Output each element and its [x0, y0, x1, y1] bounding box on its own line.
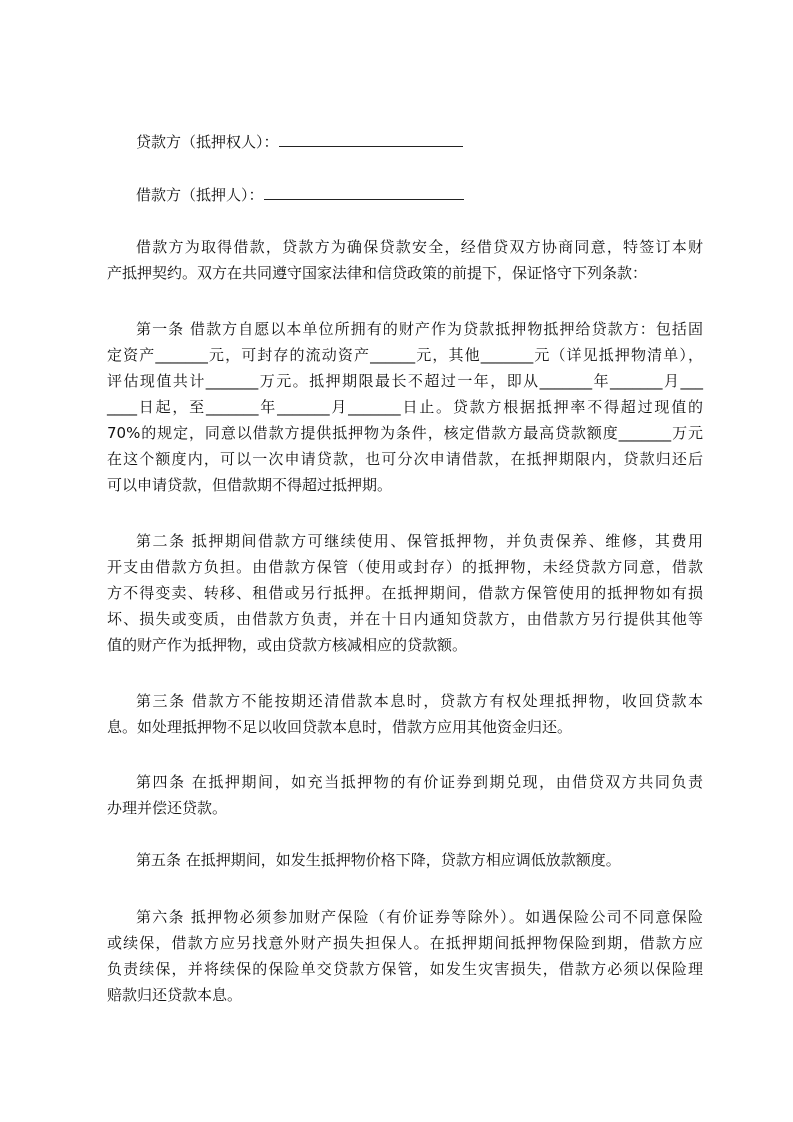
article-1-paragraph [107, 316, 703, 498]
borrower-label: 借款方（抵押人）： [136, 186, 264, 204]
paragraph-line: 赔款归还贷款本息。 [107, 986, 243, 1004]
paragraph-line: 在这个额度内，可以一次申请贷款，也可分次申请借款，在抵押期限内，贷款归还后 [107, 450, 703, 468]
paragraph-line: 坏、损失或变质，由借款方负责，并在十日内通知贷款方，由借款方另行提供其他等 [107, 610, 703, 628]
paragraph-line: 或续保，借款方应另找意外财产损失担保人。在抵押期间抵押物保险到期，借款方应 [107, 934, 703, 952]
article-5-paragraph [107, 847, 703, 873]
article-6-paragraph [107, 904, 703, 1008]
paragraph-line: 可以申请贷款，但借款期不得超过抵押期。 [107, 476, 393, 494]
paragraph-line: 借款方为取得借款，贷款方为确保贷款安全，经借贷双方协商同意，特签订本财 [136, 238, 703, 256]
paragraph-line: 第二条 抵押期间借款方可继续使用、保管抵押物，并负责保养、维修，其费用 [136, 532, 703, 550]
paragraph-line: 值的财产作为抵押物，或由贷款方核减相应的贷款额。 [107, 636, 468, 654]
paragraph-line: ____日起，至_______年_______月_______日止。贷款方根据抵押率不得超过现值的 [107, 398, 703, 416]
preamble-paragraph [107, 234, 703, 286]
paragraph-line: 第三条 借款方不能按期还清借款本息时，贷款方有权处理抵押物，收回贷款本 [136, 692, 703, 710]
paragraph-line: 第一条 借款方自愿以本单位所拥有的财产作为贷款抵押物抵押给贷款方：包括固 [136, 320, 703, 338]
lender-label: 贷款方（抵押权人）： [136, 133, 279, 151]
article-2-paragraph [107, 528, 703, 658]
paragraph-line: 息。如处理抵押物不足以收回贷款本息时，借款方应用其他资金归还。 [107, 718, 573, 736]
paragraph-line: 第六条 抵押物必须参加财产保险（有价证券等除外）。如遇保险公司不同意保险 [136, 908, 703, 926]
paragraph-line: 70%的规定，同意以借款方提供抵押物为条件，核定借款方最高贷款额度_______万元 [107, 424, 703, 442]
paragraph-line: 评估现值共计_______万元。抵押期限最长不超过一年，即从_______年_______月___ [107, 372, 703, 390]
borrower-blank[interactable] [264, 184, 464, 200]
paragraph-line: 产抵押契约。双方在共同遵守国家法律和信贷政策的前提下，保证恪守下列条款： [107, 264, 648, 282]
article-3-paragraph [107, 688, 703, 740]
paragraph-line: 方不得变卖、转移、租借或另行抵押。在抵押期间，借款方保管使用的抵押物如有损 [107, 584, 703, 602]
lender-blank[interactable] [279, 131, 463, 147]
article-4-paragraph [107, 769, 703, 821]
borrower-field [136, 184, 464, 205]
paragraph-line: 办理并偿还贷款。 [107, 799, 228, 817]
paragraph-line: 第四条 在抵押期间，如充当抵押物的有价证券到期兑现，由借贷双方共同负责 [136, 773, 703, 791]
paragraph-line: 负责续保，并将续保的保险单交贷款方保管，如发生灾害损失，借款方必须以保险理 [107, 960, 703, 978]
paragraph-line: 定资产_______元，可封存的流动资产______元，其他_______元（详见抵押物清单）， [107, 346, 703, 364]
paragraph-line: 第五条 在抵押期间，如发生抵押物价格下降，贷款方相应调低放款额度。 [136, 851, 621, 869]
paragraph-line: 开支由借款方负担。由借款方保管（使用或封存）的抵押物，未经贷款方同意，借款 [107, 558, 703, 576]
lender-field [136, 131, 463, 152]
